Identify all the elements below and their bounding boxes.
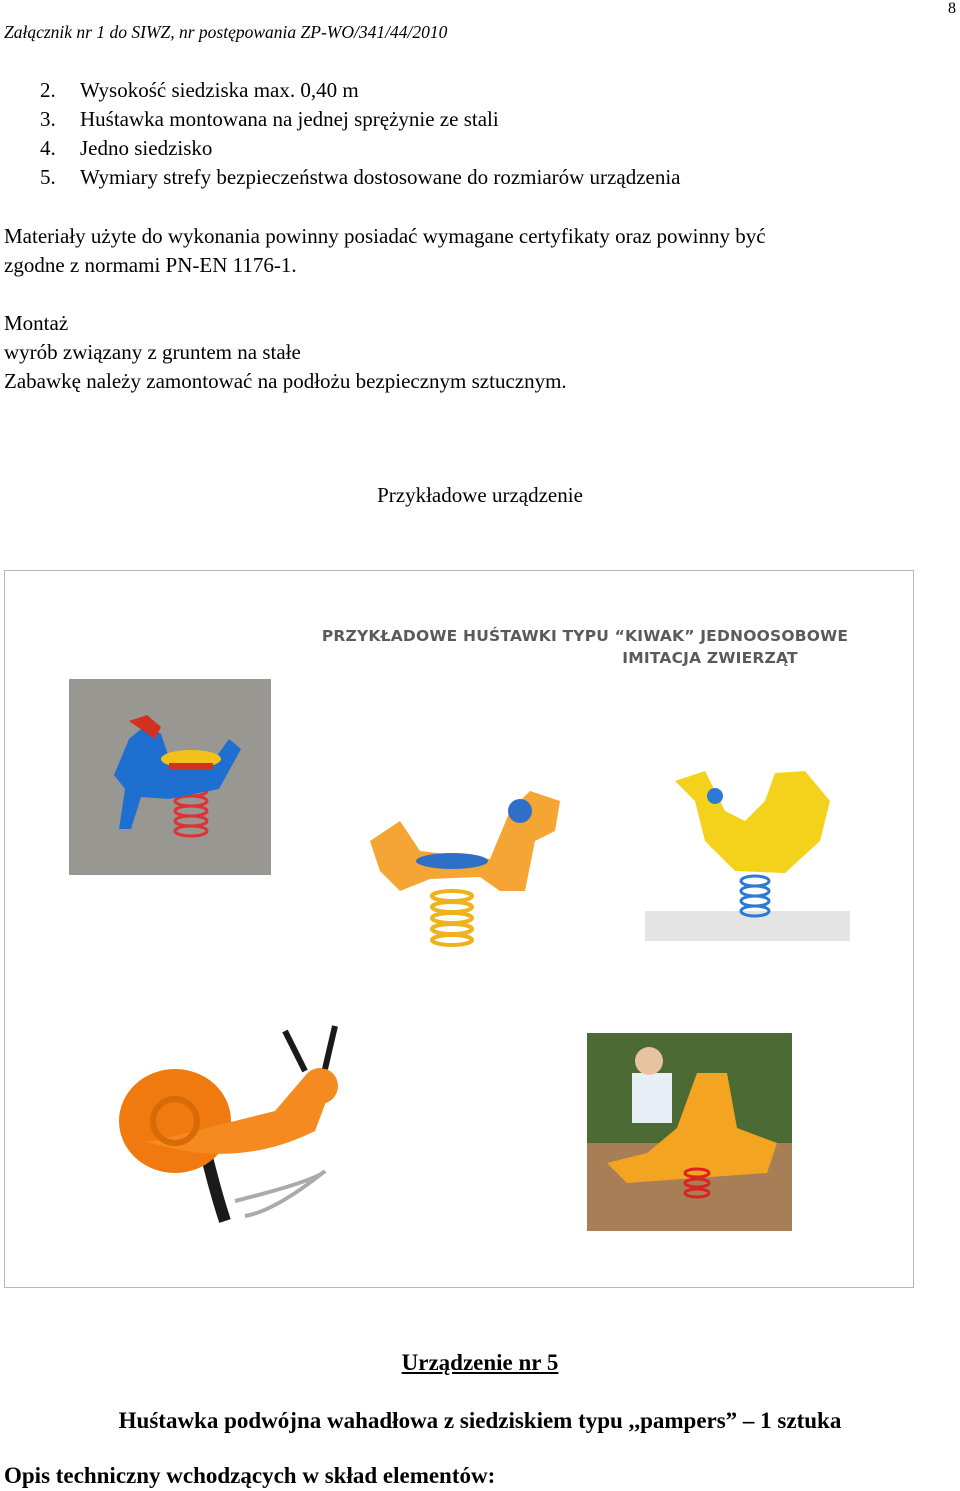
document-header: Załącznik nr 1 do SIWZ, nr postępowania ZP-WO/341/44/2010 <box>4 22 448 42</box>
figure-title: PRZYKŁADOWE HUŚTAWKI TYPU “KIWAK” JEDNOOSOBOWE IMITACJA ZWIERZĄT <box>321 627 849 667</box>
dog-rocker-image <box>360 781 570 951</box>
list-item: 3. Huśtawka montowana na jednej sprężynie ze stali <box>40 107 499 131</box>
snail-rocker-image <box>115 1021 365 1231</box>
child-on-rocker-photo <box>587 1033 792 1231</box>
list-item: 2. Wysokość siedziska max. 0,40 m <box>40 78 359 102</box>
seal-rocker-image <box>645 761 850 941</box>
list-item: 4. Jedno siedzisko <box>40 136 213 160</box>
list-item: 5. Wymiary strefy bezpieczeństwa dostosowane do rozmiarów urządzenia <box>40 165 681 189</box>
materials-paragraph: Materiały użyte do wykonania powinny posiadać wymagane certyfikaty oraz powinny być zgodne z normami PN-EN 1176-1. <box>4 224 766 277</box>
example-devices-figure <box>4 570 914 1288</box>
mounting-heading: Montaż <box>4 311 69 335</box>
page-number: 8 <box>948 0 956 17</box>
mounting-section: Montaż wyrób związany z gruntem na stałe Zabawkę należy zamontować na podłożu bezpiecznym sztucznym. <box>4 311 567 393</box>
device-heading: Urządzenie nr 5 <box>401 1350 559 1375</box>
requirements-list <box>40 76 681 192</box>
device-subtitle: Huśtawka podwójna wahadłowa z siedziskiem typu ,,pampers” – 1 sztuka <box>118 1408 842 1433</box>
example-caption: Przykładowe urządzenie <box>377 483 583 507</box>
description-heading: Opis techniczny wchodzących w skład elementów: <box>4 1463 496 1488</box>
horse-rocker-photo <box>69 679 271 875</box>
